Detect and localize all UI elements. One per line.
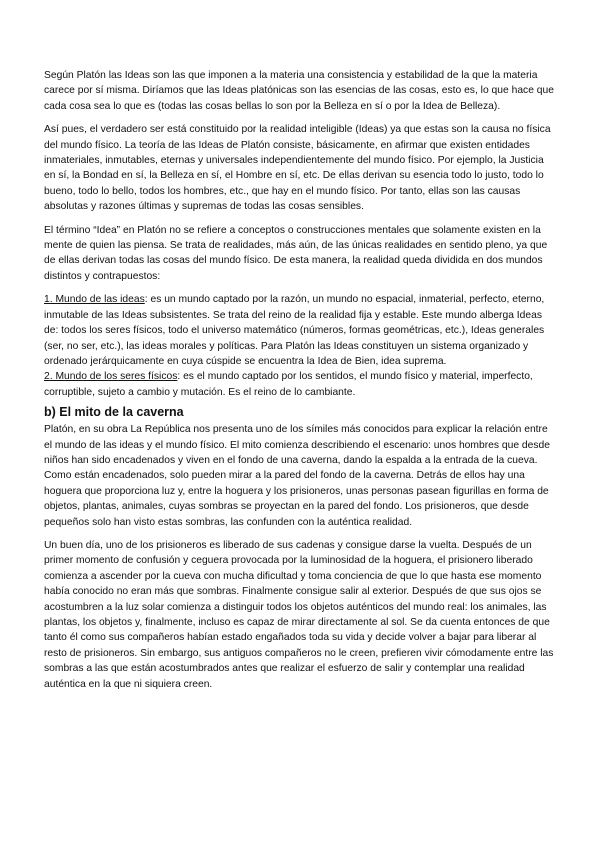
physical-world-title: 2. Mundo de los seres físicos xyxy=(44,371,178,383)
paragraph-ideas-definition: Según Platón las Ideas son las que imponen a la materia una consistencia y estabilidad de la que la materia carece por sí misma. Diríamos que las Ideas platónicas son las esencias de las cosas, esto es, lo que hace que cada cosa sea lo que es (todas las cosas bellas lo son por la Belleza en sí o por la Idea de Belleza). xyxy=(44,70,554,112)
paragraph-true-being: Así pues, el verdadero ser está constituido por la realidad inteligible (Ideas) ya que estas son la causa no física del mundo físico. La teoría de las Ideas de Platón consiste, básicamente, en afirmar que existen entidades inmateriales, inmutables, eternas y universales independientemente del mundo físico. Por ejemplo, la Justicia en sí, la Bondad en sí, la Belleza en sí, el Hombre en sí, etc. De ellas derivan su esencia todo lo justo, todo lo bueno, todo lo bello, todos los hombres, etc., que hay en el mundo físico. Por tanto, ellas son las causas absolutas y razones últimas y supremas de todas las cosas sensibles. xyxy=(44,124,551,213)
section-heading-cave-myth: b) El mito de la caverna xyxy=(44,405,184,420)
document-page xyxy=(44,68,556,700)
world-of-ideas-text: : es un mundo captado por la razón, un mundo no espacial, inmaterial, perfecto, eterno, inmutable de las Ideas subsistentes. Se trata del reino de la realidad fija y estable. Este mundo alberga Ideas de: todos los seres físicos, todo el universo matemático (números, formas geométricas, etc.), Ideas generales (ser, no ser, etc.), las ideas morales y políticas. Para Platón las Ideas constituyen un sistema organizado y ordenado jerárquicamente en cuya cúspide se encuentra la Idea de Bien, idea suprema. xyxy=(44,294,545,367)
paragraph-idea-term: El término “Idea” en Platón no se refiere a conceptos o construcciones mentales que solamente existen en la mente de quien las piensa. Se trata de realidades, más aún, de las únicas realidades en sentido pleno, ya que de ellas derivan todas las cosas del mundo físico. De esta manera, la realidad queda dividida en dos mundos distintos y contrapuestos: xyxy=(44,224,548,282)
list-item-physical-world xyxy=(44,369,556,400)
two-worlds-list xyxy=(44,292,556,400)
list-item-world-of-ideas xyxy=(44,292,556,369)
world-of-ideas-title: 1. Mundo de las ideas xyxy=(44,294,145,306)
physical-world-text: : es el mundo captado por los sentidos, el mundo físico y material, imperfecto, corruptible, sujeto a cambio y mutación. Es el reino de lo cambiante. xyxy=(44,371,533,398)
paragraph-cave-description: Platón, en su obra La República nos presenta uno de los símiles más conocidos para explicar la relación entre el mundo de las ideas y el mundo físico. El mito comienza describiendo el escenario: unos hombres que desde niños han sido encadenados y viven en el fondo de una caverna, dando la espalda a la entrada de la cueva. Como están encadenados, solo pueden mirar a la pared del fondo de la caverna. Detrás de ellos hay una hoguera que proporciona luz y, entre la hoguera y los prisioneros, unas personas pasean figurillas en forma de objetos, plantas, animales, cuyas sombras se proyectan en la pared del fondo. Los prisioneros, que desde pequeños solo han visto estas sombras, las confunden con la auténtica realidad. xyxy=(44,424,550,528)
paragraph-prisoner-liberation: Un buen día, uno de los prisioneros es liberado de sus cadenas y consigue darse la vuelta. Después de un primer momento de confusión y ceguera provocada por la luminosidad de la hoguera, el prisionero liberado comienza a ascender por la cueva con mucha dificultad y toma conciencia de que lo que hasta ese momento había conocido no eran más que sombras. Finalmente consigue salir al exterior. Después de que sus ojos se acostumbren a la luz solar comienza a distinguir todos los objetos auténticos del mundo real: los animales, las plantas, los objetos y, finalmente, incluso es capaz de mirar directamente al sol. Se da cuenta entonces de que tanto él como sus compañeros habían estado engañados toda su vida y decide volver a bajar para liberar al resto de prisioneros. Sin embargo, sus antiguos compañeros no le creen, prefieren vivir cómodamente entre las sombras a las que están acostumbrados antes que realizar el esfuerzo de salir y contemplar una realidad auténtica en la que ni siquiera creen. xyxy=(44,539,554,690)
